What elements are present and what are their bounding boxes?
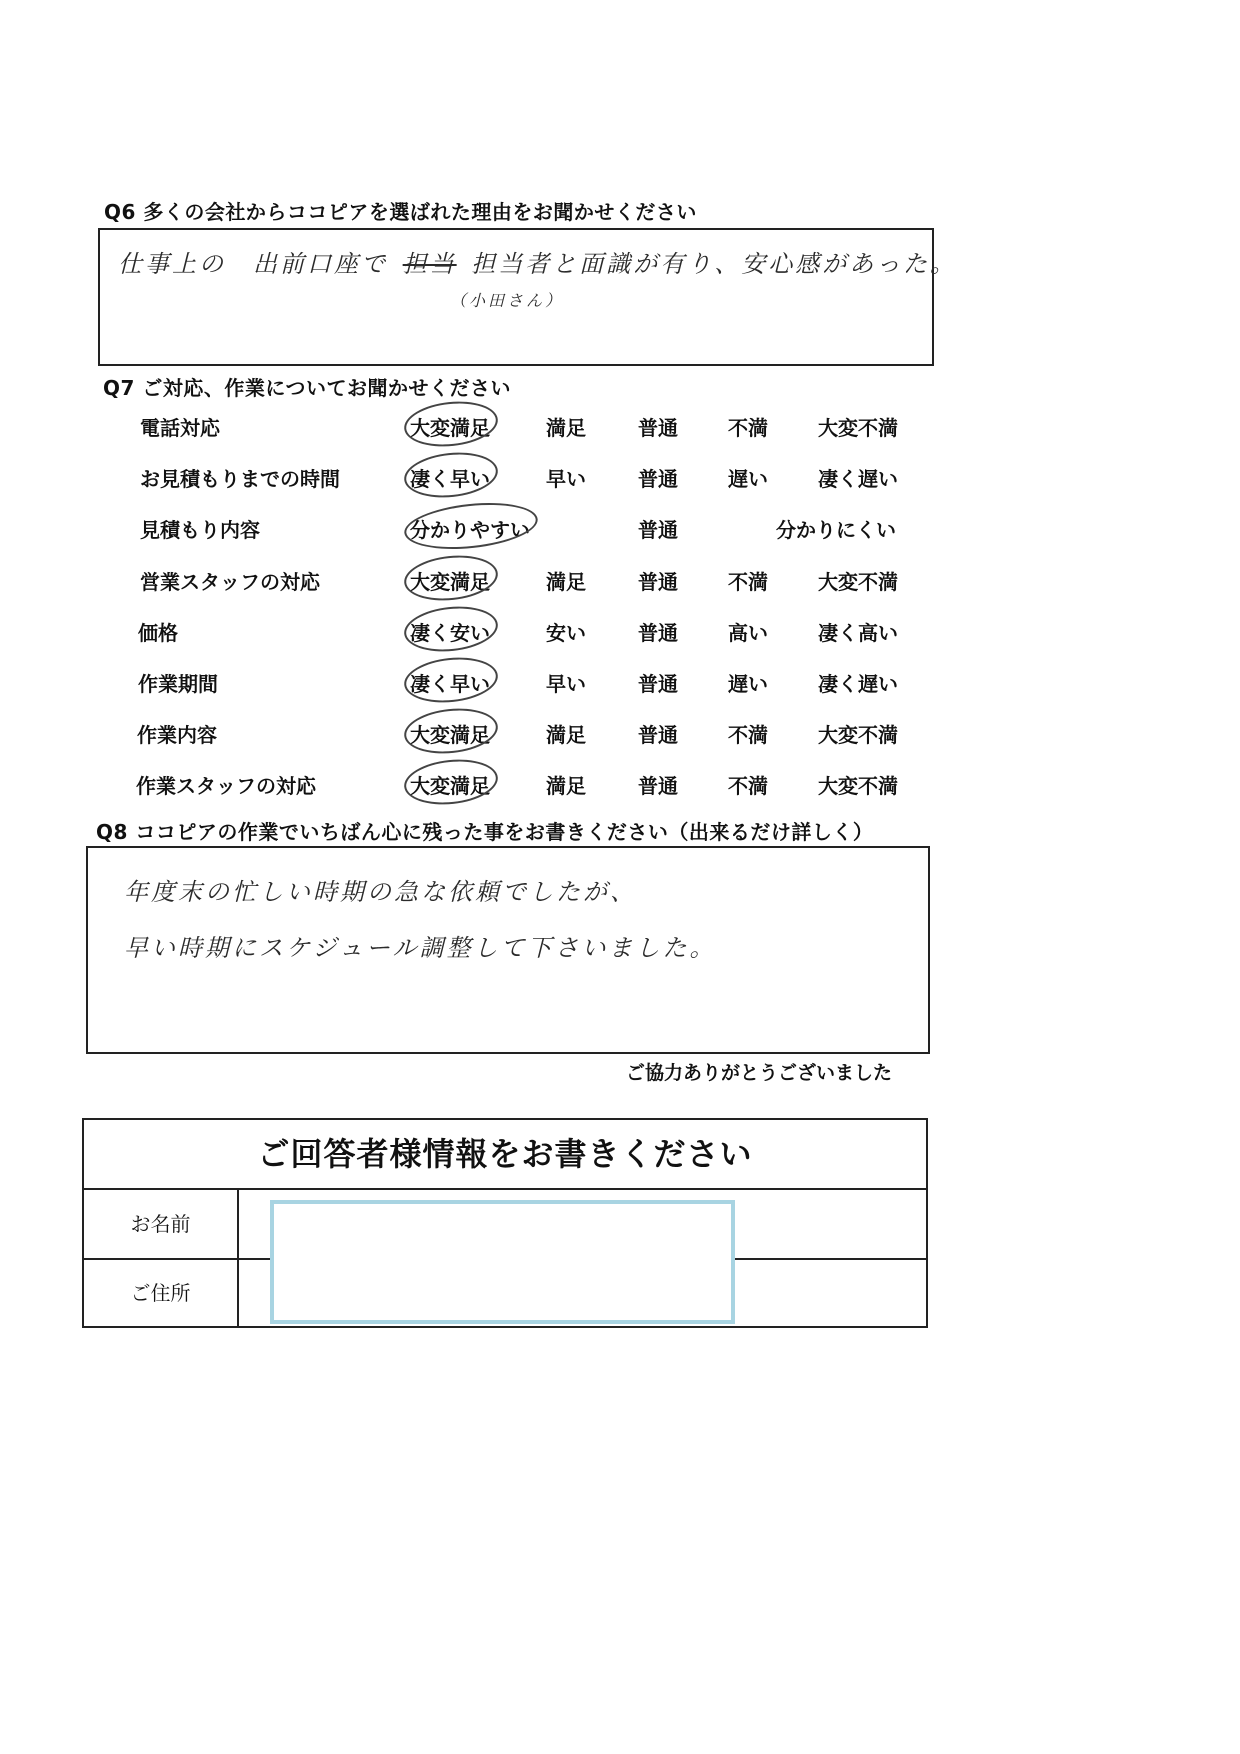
q7-option[interactable]: 大変満足: [410, 570, 490, 594]
q7-heading: Q7 ご対応、作業についてお聞かせください: [103, 376, 511, 400]
q7-option[interactable]: 大変不満: [818, 774, 898, 798]
q7-option[interactable]: 凄く遅い: [818, 672, 898, 696]
q7-option[interactable]: 分かりやすい: [410, 518, 530, 542]
q8-answer-box[interactable]: [86, 846, 930, 1054]
q7-option[interactable]: 凄く遅い: [818, 467, 898, 491]
q7-option[interactable]: 大変不満: [818, 723, 898, 747]
q7-row-label: 見積もり内容: [140, 518, 260, 542]
q7-option[interactable]: 遅い: [728, 672, 768, 696]
q7-option[interactable]: 普通: [638, 416, 678, 440]
thanks-message: ご協力ありがとうございました: [626, 1062, 893, 1084]
q7-option[interactable]: 満足: [546, 570, 586, 594]
q7-row-label: 価格: [138, 621, 178, 645]
q7-option[interactable]: 普通: [638, 570, 678, 594]
q7-option[interactable]: 凄く安い: [410, 621, 490, 645]
name-label: お名前: [84, 1190, 239, 1260]
q7-option[interactable]: 普通: [638, 672, 678, 696]
redaction-box: [270, 1200, 735, 1324]
q7-option[interactable]: 大変不満: [818, 416, 898, 440]
selection-circle: [402, 755, 500, 809]
q7-option[interactable]: 不満: [728, 723, 768, 747]
q7-option[interactable]: 普通: [638, 723, 678, 747]
q6-heading: Q6 多くの会社からココピアを選ばれた理由をお聞かせください: [104, 200, 697, 224]
address-label: ご住所: [84, 1260, 239, 1326]
q7-option[interactable]: 凄く早い: [410, 467, 490, 491]
q7-option[interactable]: 満足: [546, 416, 586, 440]
q8-heading: Q8 ココピアの作業でいちばん心に残った事をお書きください（出来るだけ詳しく）: [96, 820, 874, 844]
q6-answer-line1-rest: 担当者と面識が有り、安心感があった。: [471, 250, 958, 278]
respondent-info-title: ご回答者様情報をお書きください: [84, 1120, 926, 1190]
q7-option[interactable]: 大変満足: [410, 774, 490, 798]
q6-answer-line1: [118, 244, 957, 279]
q7-option[interactable]: 満足: [546, 774, 586, 798]
q8-answer-line2: 早い時期にスケジュール調整して下さいました。: [124, 934, 717, 962]
q7-option[interactable]: 普通: [638, 621, 678, 645]
q7-option[interactable]: 大変満足: [410, 416, 490, 440]
q7-option[interactable]: 凄く早い: [410, 672, 490, 696]
q7-option[interactable]: 満足: [546, 723, 586, 747]
selection-circle: [402, 602, 500, 656]
q7-option[interactable]: 普通: [638, 467, 678, 491]
selection-circle: [402, 704, 500, 758]
q8-answer-line1: 年度末の忙しい時期の急な依頼でしたが、: [124, 878, 637, 906]
q7-option[interactable]: 遅い: [728, 467, 768, 491]
q7-option[interactable]: 早い: [546, 467, 586, 491]
q6-answer-box[interactable]: [98, 228, 958, 366]
selection-circle: [402, 551, 500, 605]
q7-option[interactable]: 大変満足: [410, 723, 490, 747]
q7-row-label: 営業スタッフの対応: [140, 570, 320, 594]
q6-answer-struck-text: 担当: [402, 250, 457, 278]
q7-option[interactable]: 安い: [546, 621, 586, 645]
q6-answer-line1-start: 仕事上の 出前口座で: [118, 250, 388, 278]
selection-circle: [402, 397, 500, 451]
q7-option[interactable]: 分かりにくい: [776, 518, 896, 542]
q7-option[interactable]: 不満: [728, 570, 768, 594]
q7-option[interactable]: 普通: [638, 774, 678, 798]
q7-option[interactable]: 高い: [728, 621, 768, 645]
q7-row-label: 作業期間: [138, 672, 218, 696]
q6-answer-line2: （小田さん）: [450, 291, 565, 310]
q7-row-label: 作業内容: [137, 723, 217, 747]
q7-option[interactable]: 不満: [728, 774, 768, 798]
q7-row-label: お見積もりまでの時間: [140, 467, 340, 491]
selection-circle: [402, 653, 500, 707]
q7-option[interactable]: 凄く高い: [818, 621, 898, 645]
selection-circle: [402, 497, 540, 555]
q7-row-label: 作業スタッフの対応: [136, 774, 316, 798]
selection-circle: [402, 448, 500, 502]
q7-option[interactable]: 普通: [638, 518, 678, 542]
q7-option[interactable]: 早い: [546, 672, 586, 696]
q7-option[interactable]: 大変不満: [818, 570, 898, 594]
q7-row-label: 電話対応: [140, 416, 220, 440]
q7-option[interactable]: 不満: [728, 416, 768, 440]
